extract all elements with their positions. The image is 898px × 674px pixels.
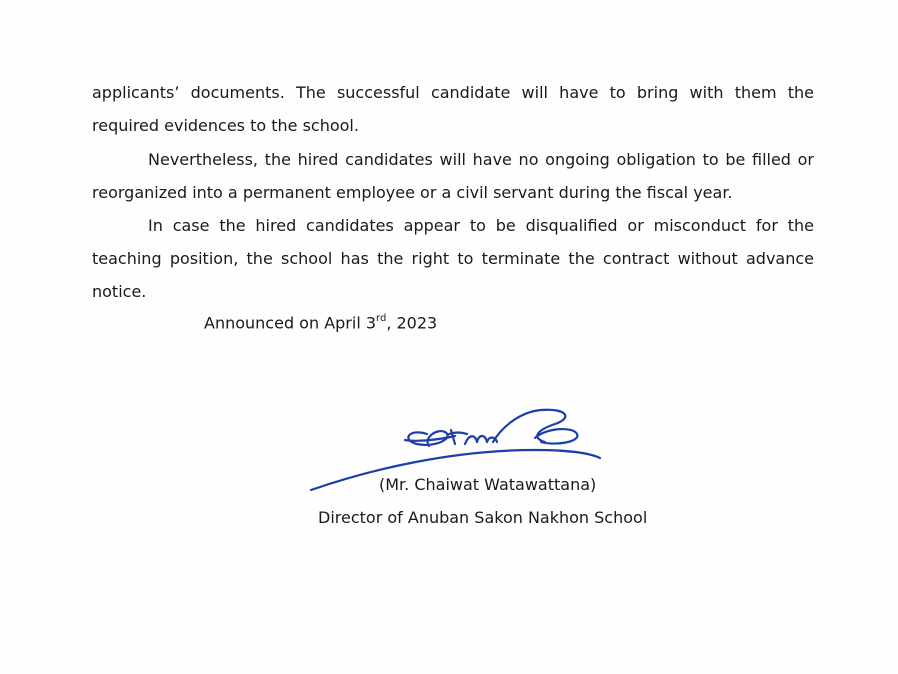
paragraph-documents: applicants’ documents. The successful candidate will have to bring with them the required evidences to the school. [92, 83, 814, 135]
signatory-title: Director of Anuban Sakon Nakhon School [318, 508, 648, 527]
announcement-year: , 2023 [386, 313, 438, 333]
paragraph-termination: In case the hired candidates appear to be disqualified or misconduct for the teaching position, the school has the right to terminate the contract without advance notice. [92, 216, 814, 301]
announcement-date [204, 307, 437, 336]
signatory-name: (Mr. Chaiwat Watawattana) [379, 475, 597, 494]
announcement-ordinal: rd [376, 313, 387, 324]
announcement-prefix: Announced on April 3 [204, 313, 377, 333]
paragraph-obligation: Nevertheless, the hired candidates will have no ongoing obligation to be filled or reorganized into a permanent employee or a civil servant during the fiscal year. [92, 150, 814, 202]
